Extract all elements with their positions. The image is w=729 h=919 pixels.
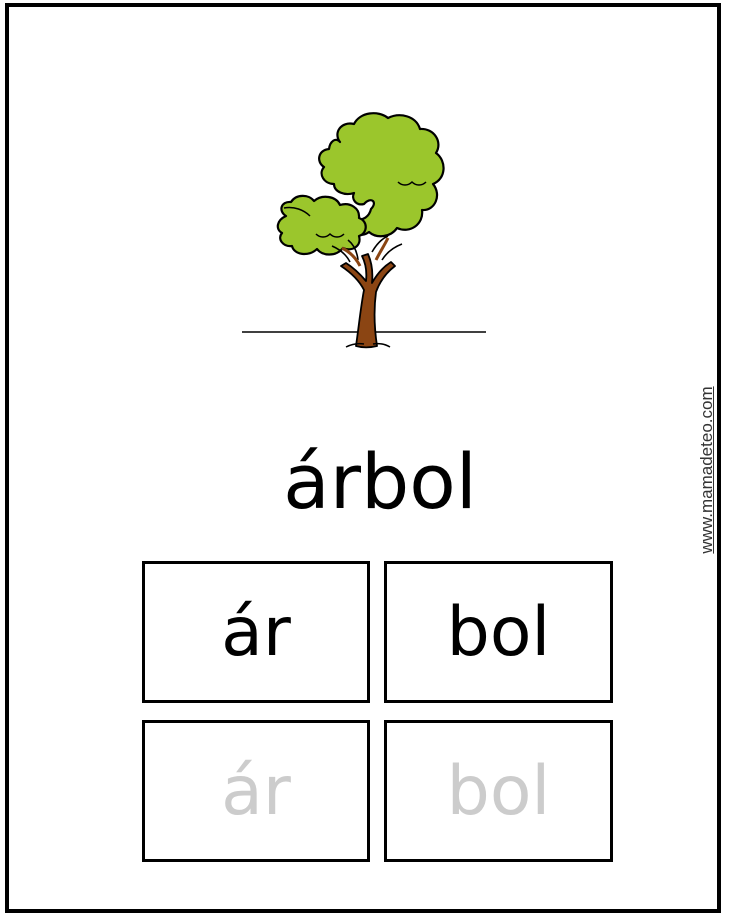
syllable-slot-bol[interactable]: bol: [384, 720, 613, 862]
target-word: árbol: [283, 437, 477, 526]
syllable-slot-ar[interactable]: ár: [142, 720, 370, 862]
syllable-card-bol[interactable]: bol: [384, 561, 613, 703]
website-watermark: www.mamadeteo.com: [697, 386, 716, 554]
syllable-card-ar[interactable]: ár: [142, 561, 370, 703]
tree-icon: [238, 100, 490, 356]
